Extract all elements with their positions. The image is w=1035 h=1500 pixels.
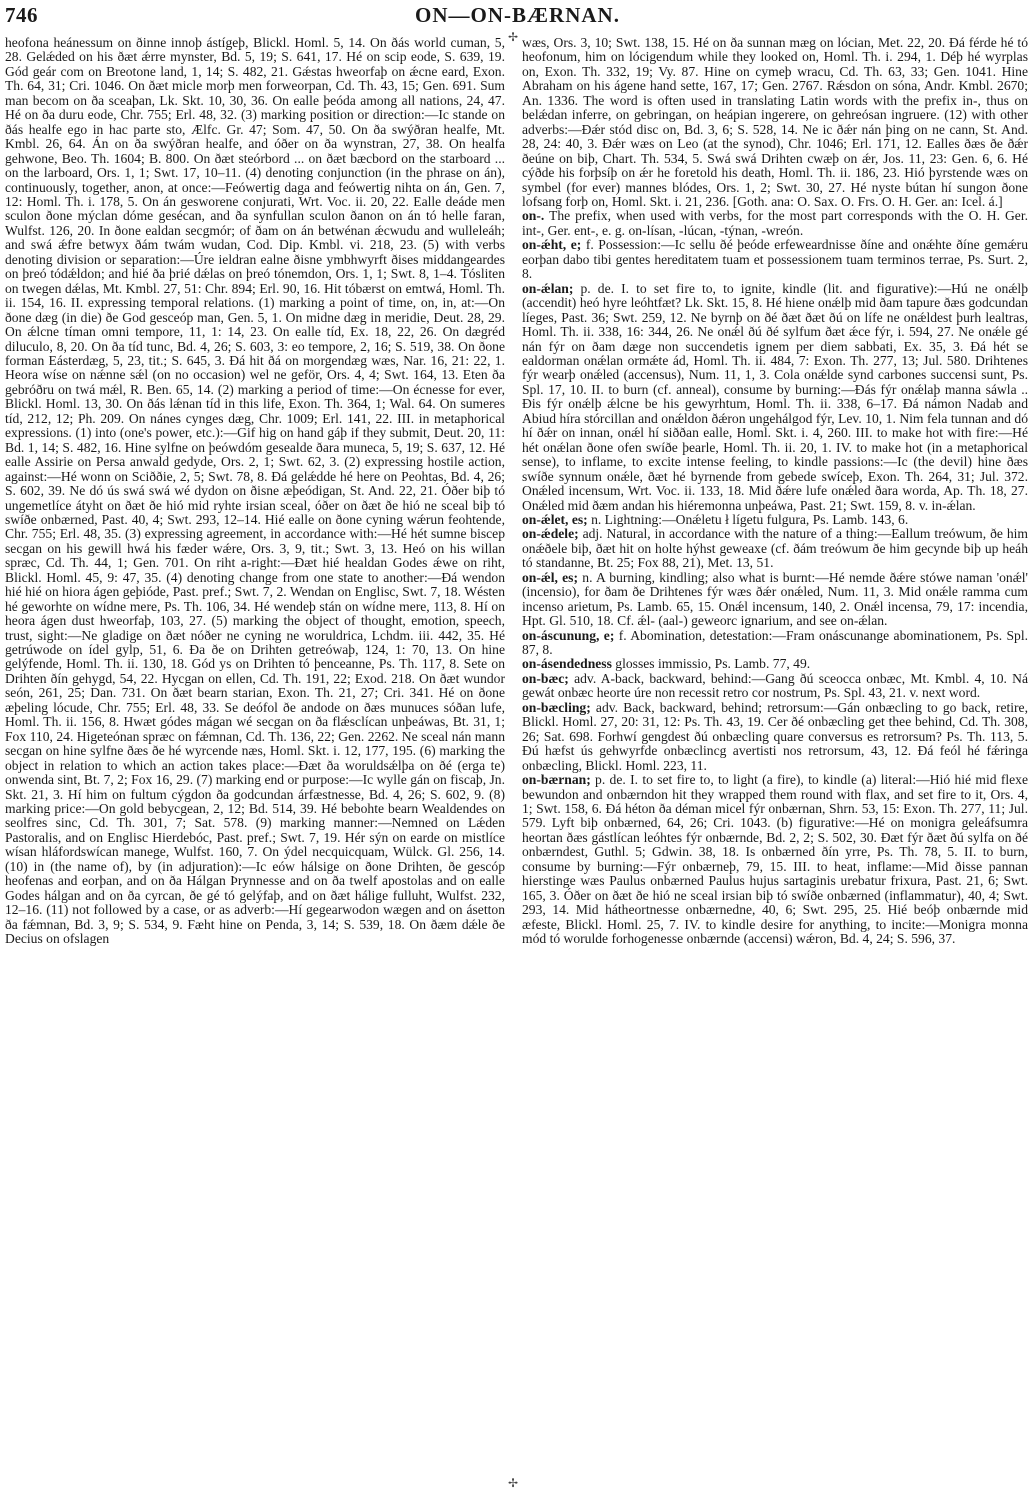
entry-text: f. Abomination, detestation:—Fram onáscunange abominationem, Ps. Spl. 87, 8.: [522, 627, 1028, 658]
dictionary-entry: [522, 701, 1028, 773]
dictionary-entry: [522, 238, 1028, 281]
entry-text: p. de. I. to set fire to, to light (a fire), to kindle (a) literal:—Hió hié mid flexe bewundon and onbærndon hit they wrapped them round with flax, and set fire to it, Ors. 4, 1; Swt. 158, 6. Ðá héton ða déman micel fýr onbærnan, Shrn. 53, 15: Exon. Th. 277, 11; Jul. 579. Lyft biþ onbærned, 64, 26; Cri. 1043. (b) figurative:—Hé on monigra geleáfsumra heortan ðæs gástlícan leóhtes fýr onbærnde, Bd. 2, 2; S. 502, 30. Ðæt fýr ðæt ðú sylfa on ðé onbærndest, Guthl. 5; Gdwin. 38, 18. Is onbærned ðín yrre, Ps. Th. 78, 5. II. to burn, consume by burning:—Fýr onbærneþ, 79, 15. III. to heat, inflame:—Mid ðisse pannan hierstinge wæs Paulus onbærned Paulus hujus sartaginis urebatur frixura, Past. 21, 6; Swt. 165, 3. Óðer on ðæt ðe hió ne sceal irsian biþ tó swíðe onbærned (inflammatur), 40, 4; Swt. 293, 14. Mid hátheortnesse onbærnedne, 40, 6; Swt. 295, 25. Hié beóþ onbærnde mid æfeste, Blickl. Homl. 25, 7. IV. to kindle desire for anything, to incite:—Monigra monna mód tó worulde forhogenesse onbærnde (accensi) wǽron, Bd. 4, 24; S. 596, 37.: [522, 772, 1028, 947]
dictionary-entry: [522, 513, 1028, 527]
entry-text: adv. Back, backward, behind; retrorsum:—Gán onbæcling to go back, retire, Blickl. Homl. 27, 20: 31, 12: Ps. Th. 43, 19. Cer ðé onbæcling get thee behind, Cd. Th. 308, 26; Sat. 698. Forhwí gengdest ðú onbæcling quare conversus es retrorsum? Ps. Th. 113, 5. Ðú hæfst ús gehwyrfde onbæclincg avertisti nos retrorsum, 43, 12. Ðá feól hé fǽringa onbæcling, Blickl. Homl. 223, 11.: [522, 699, 1028, 773]
entry-text: p. de. I. to set fire to, to ignite, kindle (lit. and figurative):—Hú ne onǽlþ (accendit) heó hyre leóhtfæt? Lk. Skt. 15, 8. Hé hiene onǽlþ mid ðam tapure ðæs godcundan líeges, Past. 36; Swt. 259, 12. Ne byrnþ on ðé ðæt ðæt ðú on lífe ne onǽldest þurh lealtras, Homl. Th. ii. 338, 16: 344, 26. Ne onǽl ðú ðé sylfum ðæt ǽce fýr, i. 594, 27. Ne onǽle gé nán fýr on ðam dæge non succendetis ignem per diem sabbati, Ex. 35, 3. Ðá hét se ealdorman onǽlan ormǽte ád, Homl. Th. ii. 484, 7: Exon. Th. 277, 13; Jul. 580. Drihtenes fýr wearþ onǽled (accensus), Num. 11, 1, 3. Cola onǽlde synd carbones succensi sunt, Ps. Spl. 17, 10. II. to burn (cf. anneal), consume by burning:—Ðás fýr onǽlaþ manna sáwla .. Ðis fýr onǽlþ ǽlcne be his gewyrhtum, Homl. Th. ii. 338, 6–17. Ðá námon Nadab and Abiud híra stórcillan and onǽldon ðǽron ungehálgod fýr, Lev. 10, 1. Nim fela tunnan and dó hí ðǽr on innan, onǽl hí siððan ealle, Homl. Skt. i. 4, 260. III. to make hot with fire:—Hé hét onǽlan ðone ofen swíðe þearle, Homl. Th. ii. 20, 1. IV. to make hot (in a metaphorical sense), to inflame, to excite intense feeling, to kindle passions:—Ic (the devil) hine ðæs swíðe synnum onǽle, ðæt hé byrnende from gebede swíceþ, Exon. Th. 264, 31; Jul. 372. Onǽled incensum, Wrt. Voc. ii. 133, 18. Mid ðǽre lufe onǽled ðara worda, Ap. Th. 18, 27. Onǽled mid ðæm andan his hiéremonna unþeáwa, Past. 21; Swt. 159, 8. v. in-ǽlan.: [522, 280, 1028, 513]
entry-headword: on-ǽlet, es;: [522, 511, 588, 527]
dictionary-entry-continuation: [522, 36, 1028, 209]
entry-headword: on-ǽl, es;: [522, 569, 578, 585]
entry-headword: on-ǽlan;: [522, 280, 574, 296]
entry-headword: on-ásendedness: [522, 656, 612, 672]
entry-headword: on-bæc;: [522, 670, 569, 686]
entry-text: n. Lightning:—Onǽletu ł lígetu fulgura, Ps. Lamb. 143, 6.: [587, 511, 909, 527]
entry-text: adv. A-back, backward, behind:—Gang ðú sceocca onbæc, Mt. Kmbl. 4, 10. Ná gewát onbæc heorte úre non recessit retro cor nostrum, Ps. Spl. 43, 21. v. next word.: [522, 670, 1028, 701]
dictionary-entry: [522, 672, 1028, 701]
running-head: ON—ON-BÆRNAN.: [415, 3, 620, 27]
entry-headword: on-áscunung, e;: [522, 627, 615, 643]
dictionary-entry: [522, 629, 1028, 658]
entry-headword: on-ǽdele;: [522, 526, 579, 542]
right-column: [522, 36, 1028, 1488]
entry-text: adj. Natural, in accordance with the nature of a thing:—Eallum treówum, ðe him onǽðele biþ, ðæt hit on holte hýhst geweaxe (cf. ðám treówum ðe him gecynde biþ up heáh tó standanne, Bt. 25; Fox 88, 21), Met. 13, 51.: [522, 526, 1028, 571]
entry-headword: on-ǽht, e;: [522, 237, 582, 253]
page-number: 746: [5, 3, 38, 27]
entry-text: f. Possession:—Ic sellu ðé þeóde erfeweardnisse ðíne and onǽhte ðíne gemǽru eorþan dabo tibi gentes hereditatem tuam et possessionem tuam terminos terrae, Ps. Surt. 2, 8.: [522, 237, 1028, 282]
left-column: [5, 36, 505, 1488]
gutter-ornament-bottom: ✢: [507, 1476, 519, 1490]
dictionary-entry: [522, 527, 1028, 570]
entry-text: wæs, Ors. 3, 10; Swt. 138, 15. Hé on ða sunnan mæg on lócian, Met. 22, 20. Ðá férde hé tó heofonum, him on lócigendum while they looked on, Homl. Th. i. 294, 1. Déþ hé wyrplas on, Exon. Th. 332, 19; Vy. 87. Hine on cymeþ wracu, Cd. Th. 63, 33; Gen. 1041. Hine Abraham on his ágene hand sette, 167, 17; Gen. 2767. Rǽsdon on sóna, Andr. Kmbl. 2670; An. 1336. The word is often used in translating Latin words with the prefix in-, thus on belǽdan inferre, on gebringan, on heápian ingerere, on gehreósan ingruere. (12) with other adverbs:—Ðǽr stód disc on, Bd. 3, 6; S. 528, 14. Ne ic ðǽr nán þing on ne cann, St. And. 28, 24: 40, 3. Ðǽr wæs on Leo (at the synod), Chr. 1046; Erl. 171, 12. Ealles ðæs ðe ðǽr ðeúne on biþ, Chart. Th. 534, 5. Swá swá Drihten cwæþ on ǽr, Jos. 11, 23: Gen. 6, 6. Hé cýðde his forþsíþ on ǽr he foretold his death, Homl. Th. ii. 186, 23. Hió þyrstende wæs on symbel (for ever) mannes blódes, Ors. 1, 2; Swt. 30, 27. Hé nyste bútan hí sungon ðone lofsang forþ on, Homl. Skt. i. 21, 236. [Goth. ana: O. Sax. O. Frs. O. H. Ger. an: Icel. á.]: [522, 36, 1028, 209]
dictionary-entry: [522, 571, 1028, 629]
entry-headword: on-bæcling;: [522, 699, 591, 715]
entry-headword: on-bærnan;: [522, 772, 591, 788]
dictionary-entry: [522, 657, 1028, 671]
dictionary-entry: [522, 209, 1028, 238]
entry-text: glosses immissio, Ps. Lamb. 77, 49.: [611, 656, 811, 672]
dictionary-entry: [522, 773, 1028, 946]
entry-headword: on-.: [522, 208, 545, 224]
gutter-ornament-top: ✢: [507, 30, 519, 44]
dictionary-entry-continuation: heofona heánessum on ðinne innoþ ástígeþ, Blickl. Homl. 5, 14. On ðás world cuman, 5, 28. Gelǽded on his ðæt ǽrre mynster, Bd. 5, 19; S. 641, 17. Hé on scip eode, S. 639, 19. Gód geár com on Breotone land, 1, 14; S. 482, 21. Gǽstas hweorfaþ on ǽcne eard, Exon. Th. 64, 31; Cri. 1046. On ðæt micle morþ men forweorpan, Cd. Th. 43, 15; Gen. 691. Sum man becom on ða sceaþan, Lk. Skt. 10, 30, 36. On ealle þeóda among all nations, 24, 47. Hé on ða duru eode, Chr. 755; Erl. 48, 32. (3) marking position or direction:—Ic stande on ðás healfe ego in hac parte sto, Ælfc. Gr. 47; Som. 47, 50. On ða swýðran healfe, Mt. Kmbl. 26, 64. Án on ða swýðran healfe, and óðer on ða wynstran, 27, 38. On healfa gehwone, Beo. Th. 1604; B. 800. On ðæt steórbord ... on ðæt bæcbord on the starboard ... on the larboard, Ors. 1, 1; Swt. 17, 10–11. (4) denoting conjunction (in the phrase on án), continuously, together, anon, at once:—Feówertig daga and feówertig nihta on án, Gen. 7, 12: Homl. Th. i. 178, 5. On án gesworene conjurati, Wrt. Voc. ii. 20, 22. Ealle deáde men sculon ðone mýclan dóme gesécan, and ða synfullan sculon ðanon on án tó helle faran, Wulfst. 126, 20. In ðone ealdan secgmór; of ðam on án betwénan ǽcwudu and wulleleáh; and swá ǽfre betwyx ðám twám wudan, Cod. Dip. Kmbl. vi. 218, 23. (5) with verbs denoting division or separation:—Úre ieldran ealne ðisne ymbhwyrft ðises middangeardes on þreó tódǽldon; and hié ða þrié dǽlas on þreó tónemdon, Ors. 1, 1; Swt. 8, 1–4. Tósliten on twegen dǽlas, Mt. Kmbl. 27, 51: Chr. 894; Erl. 90, 16. Hit tóbærst on emtwá, Homl. Th. ii. 154, 16. II. expressing temporal relations. (1) marking a point of time, on, in, at:—On ðone dæg (in die) ðe God gesceóp man, Gen. 5, 1. On midne dæg in meridie, Deut. 28, 29. On ǽlcne tíman omni tempore, 11, 1: 14, 23. On ealle tíd, Ex. 18, 22, 26. On dægréd diluculo, 8, 20. On ða tíd tunc, Bd. 4, 26; S. 603, 3: eo tempore, 2, 16; S. 519, 38. On ðone forman Eásterdæg, 5, 23, tit.; S. 645, 3. Ðá hit ðá on morgendæg wæs, Nar. 16, 21: 22, 1. Heora wíse on nǽnne sǽl (on no occasion) wel ne geför, Ors. 4, 4; Swt. 164, 13. Eten ða gebróðru on twá mǽl, R. Ben. 65, 14. (2) marking a period of time:—On écnesse for ever, Blickl. Homl. 13, 30. On ðás lǽnan tíd in this life, Exon. Th. 364, 1; Wal. 64. On sumeres tíd, 212, 12; Ph. 209. On nánes cynges dæg, Chr. 1009; Erl. 141, 22. III. in metaphorical expressions. (1) into (one's power, etc.):—Gif hig on hand gáþ if they submit, Deut. 20, 11: Bd. 1, 14; S. 482, 16. Hine sylfne on þeówdóm gesealde ðara muneca, 5, 19; S. 637, 12. Hé ealle Assirie on Persa anwald gedyde, Ors. 2, 1; Swt. 62, 3. (2) expressing hostile action, against:—Hé wonn on Sciððie, 2, 5; Swt. 78, 8. Ðá gelǽdde hé here on Peohtas, Bd. 4, 26; S. 602, 39. Ne dó ús swá swá wé dydon on ðisne æþeódigan, St. And. 22, 21. Óðer biþ tó ungemetlíce átyht on ðæt ðe hió mid ryhte irsian sceal, óðer on ðæt ðe hió ne sceal biþ tó swíðe onbærned, Past. 40, 4; Swt. 293, 12–14. Hié ealle on ðone cyning wǽrun feohtende, Chr. 755; Erl. 48, 35. (3) expressing agreement, in accordance with:—Hé hét sumne biscep secgan on his gewill hwá his fæder wǽre, Ors. 3, 9, tit.; Swt. 3, 13. Heó on his willan spræc, Cd. Th. 44, 1; Gen. 701. On riht a-right:—Ðæt hié healdan Godes ǽwe on riht, Blickl. Homl. 45, 9: 47, 35. (4) denoting change from one state to another:—Ðá wendon hié hié on hiora ágen geþióde, Past. pref.; Swt. 7, 2. Wendan on Englisc, Swt. 7, 18. Wésten hé geworhte on wídne mere, Ps. Th. 106, 34. Hé wendeþ stán on wídne mere, 113, 8. Hí on heora ágen dust hweorfaþ, 103, 27. (5) marking the object of thought, emotion, speech, trust, sight:—Ne gladige on ðæt nóðer ne cyning ne woruldrica, Lchdm. iii. 442, 35. Hé getrúwode on ídel gylp, 51, 6. Ða ðe on Drihten getreówaþ, 124, 1: 70, 13. On hine gelýfende, Homl. Th. ii. 130, 18. Gód ys on Drihten tó þenceanne, Ps. Th. 117, 8. Sete on Drihten ðín gehygd, 54, 22. Hycgan on ellen, Cd. Th. 191, 22; Exod. 218. On ðæt wundor seón, 261, 25; Dan. 731. On ðæt bearn starian, Exon. Th. 21, 27; Cri. 341. Hé on ðone æþeling lócude, Chr. 755; Erl. 48, 33. Se deófol ðe andode on ðæs munuces sóðan lufe, Homl. Th. ii. 156, 8. Hwæt gódes mágan wé secgan on ða flǽsclícan unþeáwas, Bt. 31, 1; Fox 110, 24. Higeteónan spræc on fǽmnan, Cd. Th. 136, 22; Gen. 2262. Ne sceal nán mann secgan on hine sylfne ðæs ðe hé wyrcende næs, Homl. Skt. i. 12, 177, 195. (6) marking the object in relation to which an action takes place:—Ðæt ða woruldsǽlþa on ðé (erga te) onwenda sint, Bt. 7, 2; Fox 16, 29. (7) marking end or purpose:—Ic wylle gán on fiscaþ, Jn. Skt. 21, 3. Hí him on fultum cýgdon ða godcundan árfæstnesse, Bd. 4, 26; S. 602, 9. (8) marking price:—On gold bebycgean, 2, 12; Bd. 514, 39. Hé bebohte bearn Wealdendes on seolfres sinc, Cd. Th. 301, 7; Sat. 578. (9) marking manner:—Nemned on Lǽden Pastoralis, and on Englisc Hierdebóc, Past. pref.; Swt. 7, 19. Hér sýn on earde on mistlíce wísan hláfordswícan manege, Wulfst. 160, 7. On ýdel necquicquam, Wülck. Gl. 256, 14. (10) in (the name of), by (in adjuration):—Ic eów hálsige on ðone Drihten, ðe gescóp heofenas and eorþan, and on ða Hálgan Þrynnesse and on ða twelf apostolas and on ealle Godes hálgan and on ða cyrcan, ðe gé tó gelýfaþ, and on ðæt hálige fulluht, Wulfst. 232, 12–16. (11) not followed by a case, or as adverb:—Hí gegearwodon wægen and on ásetton ða fǽmnan, Bd. 3, 9; S. 534, 9. Fæht hine on Penda, 3, 14; S. 539, 18. On ðæm dǽle ðe Decius on ofslagen: [5, 36, 505, 947]
entry-text: n. A burning, kindling; also what is burnt:—Hé nemde ðǽre stówe naman 'onǽl' (incensio), for ðam ðe Drihtenes fýr wæs ðǽr onǽled, Num. 11, 3. Mid onǽle ramma cum incenso arietum, Ps. Lamb. 65, 15. Onǽl incensum, 140, 2. Onǽl incensa, 79, 17: incendia, Hpt. Gl. 510, 18. Cf. ǽl- (aal-) geweorc ignarium, and see on-ǽlan.: [522, 569, 1028, 629]
entry-text: The prefix, when used with verbs, for the most part corresponds with the O. H. Ger. int-, Ger. ent-, e. g. on-lísan, -lúcan, -týnan, -wreón.: [522, 208, 1028, 238]
dictionary-entry: [522, 282, 1028, 513]
